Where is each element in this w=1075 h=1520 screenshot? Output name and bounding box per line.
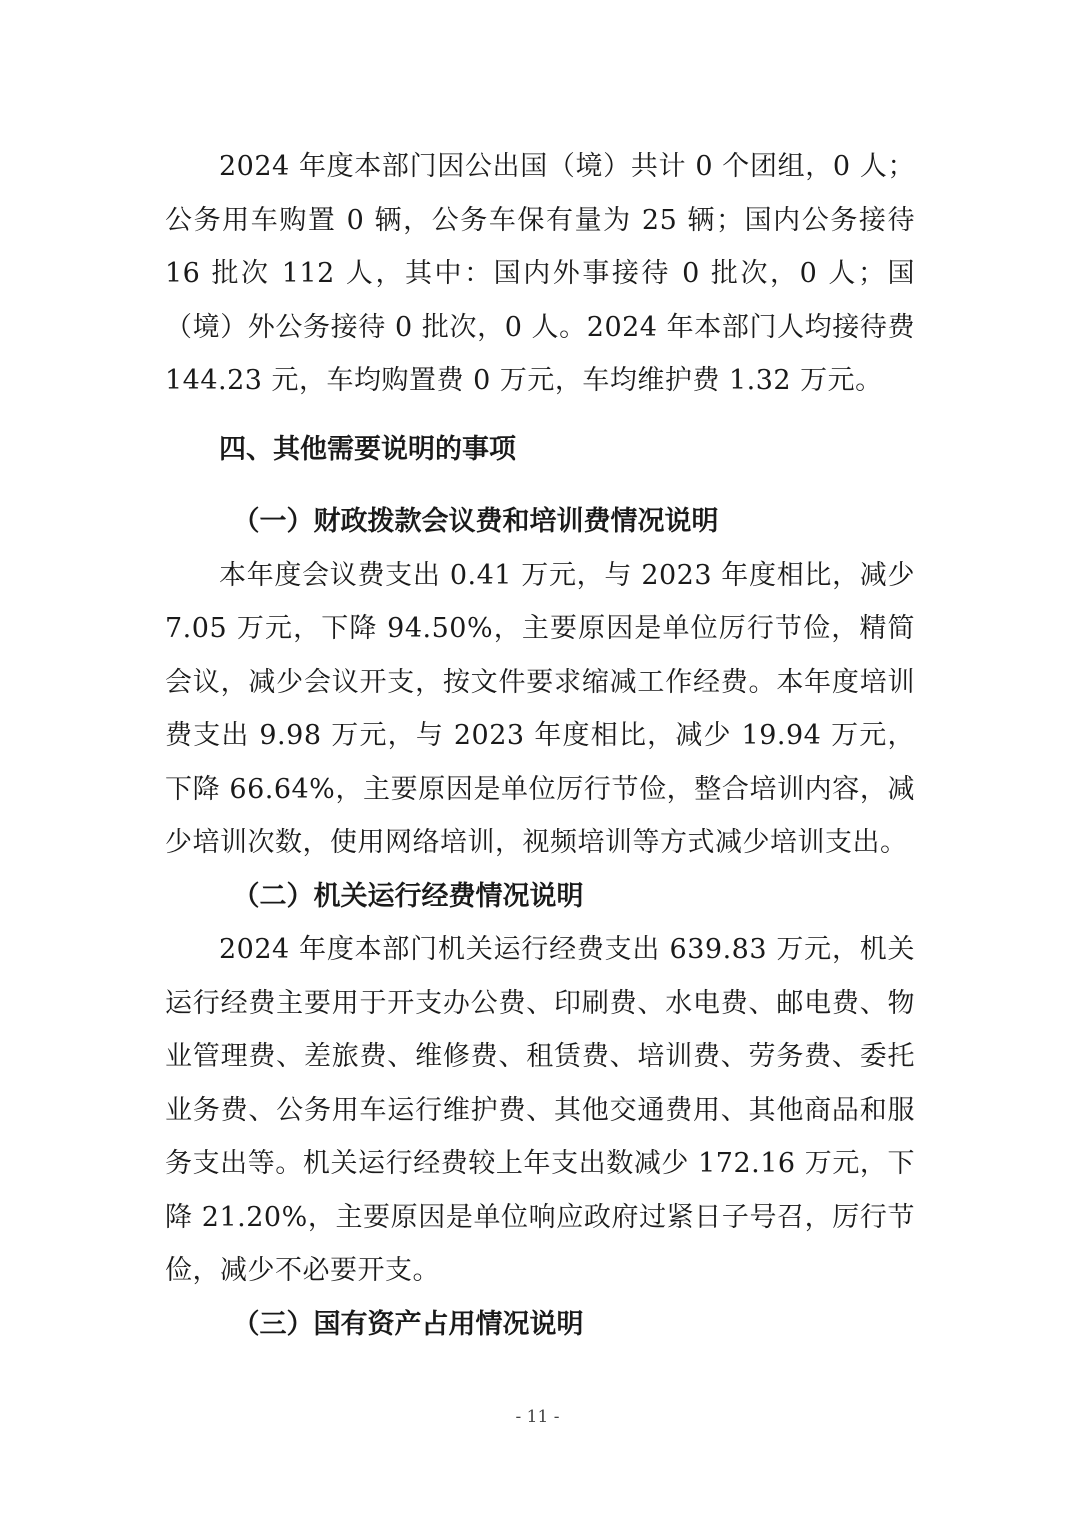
paragraph-overseas-vehicles-reception: 2024 年度本部门因公出国（境）共计 0 个团组，0 人；公务用车购置 0 辆，公务车保有量为 25 辆；国内公务接待 16 批次 112 人，其中：国内外事接待 0 批次，0 人；国（境）外公务接待 0 批次，0 人。2024 年本部门人均接待费 144.23 元，车均购置费 0 万元，车均维护费 1.32 万元。 bbox=[165, 151, 915, 396]
subsection-heading-state-assets: （三）国有资产占用情况说明 bbox=[232, 1308, 584, 1340]
paragraph-operating-expenses: 2024 年度本部门机关运行经费支出 639.83 万元，机关运行经费主要用于开支办公费、印刷费、水电费、邮电费、物业管理费、差旅费、维修费、租赁费、培训费、劳务费、委托业务费、公务用车运行维护费、其他交通费用、其他商品和服务支出等。机关运行经费较上年支出数减少 172.16 万元，下降 21.20%，主要原因是单位响应政府过紧日子号召，厉行节俭，减少不必要开支。 bbox=[165, 934, 915, 1286]
subsection-heading-operating-expenses: （二）机关运行经费情况说明 bbox=[232, 880, 584, 912]
page-content bbox=[165, 140, 915, 1351]
paragraph-meeting-training-fees: 本年度会议费支出 0.41 万元，与 2023 年度相比，减少 7.05 万元，下降 94.50%，主要原因是单位厉行节俭，精简会议，减少会议开支，按文件要求缩减工作经费。本年度培训费支出 9.98 万元，与 2023 年度相比，减少 19.94 万元，下降 66.64%，主要原因是单位厉行节俭，整合培训内容，减少培训次数，使用网络培训，视频培训等方式减少培训支出。 bbox=[165, 559, 915, 858]
subsection-heading-meeting-training-fees: （一）财政拨款会议费和培训费情况说明 bbox=[232, 506, 719, 537]
page-number: - 11 - bbox=[515, 1407, 560, 1427]
section-heading-other-matters: 四、其他需要说明的事项 bbox=[219, 433, 516, 465]
